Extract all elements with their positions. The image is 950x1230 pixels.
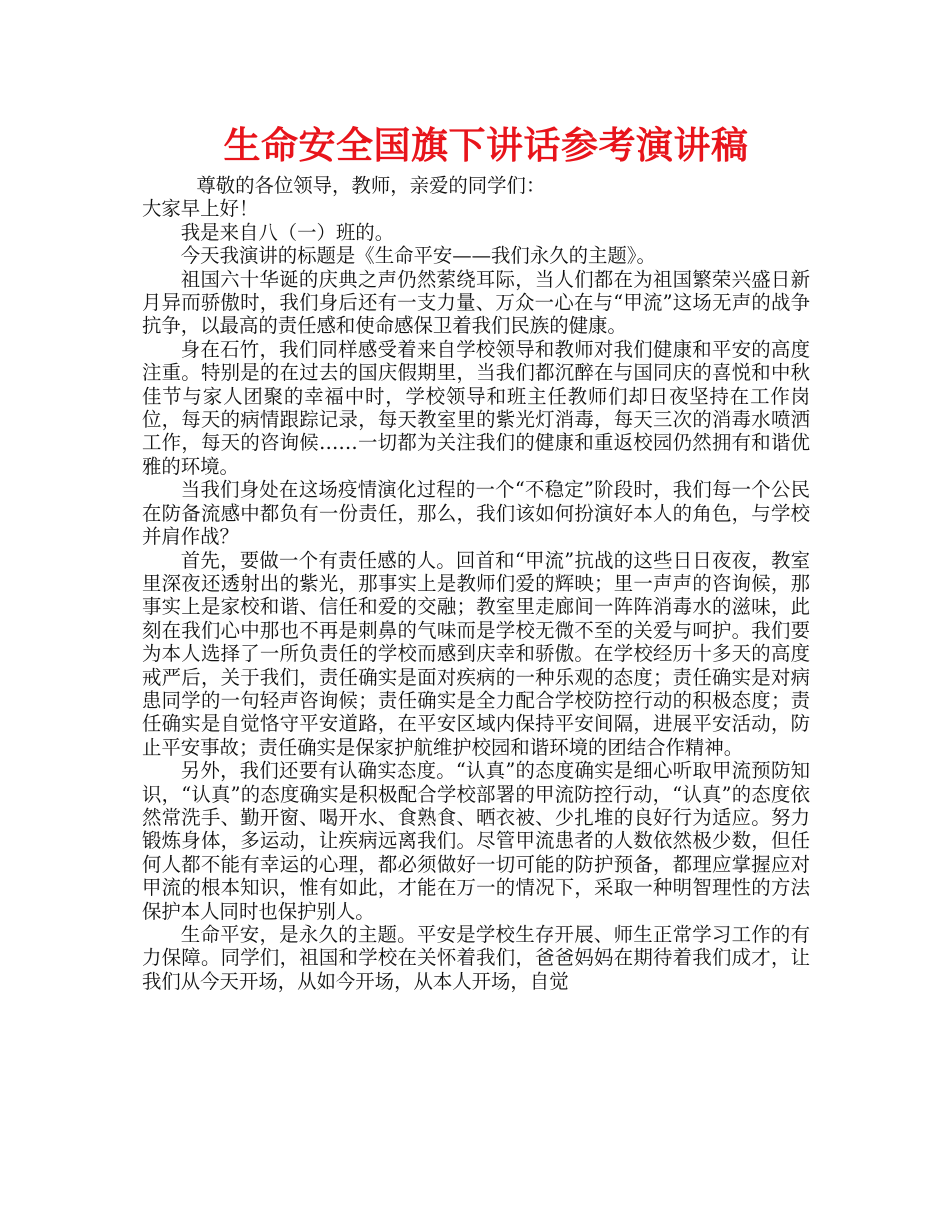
- document-title: 生命安全国旗下讲话参考演讲稿: [223, 124, 749, 167]
- document-page: [142, 122, 810, 993]
- body-paragraph: 首先，要做一个有责任感的人。回首和“甲流”抗战的这些日日夜夜，教室里深夜还透射出的紫光，那事实上是教师们爱的辉映；里一声声的咨询候，那事实上是家校和谐、信任和爱的交融；教室里走廊间一阵阵消毒水的滋味，此刻在我们心中那也不再是刺鼻的气味而是学校无微不至的关爱与呵护。我们要为本人选择了一所负责任的学校而感到庆幸和骄傲。在学校经历十多天的高度戒严后，关于我们，责任确实是面对疾病的一种乐观的态度；责任确实是对病患同学的一句轻声咨询候；责任确实是全力配合学校防控行动的积极态度；责任确实是自觉恪守平安道路，在平安区域内保持平安间隔，进展平安活动，防止平安事故；责任确实是保家护航维护校园和谐环境的团结合作精神。: [142, 548, 810, 759]
- self-intro-paragraph: 我是来自八（一）班的。: [180, 220, 395, 244]
- body-paragraph: 祖国六十华诞的庆典之声仍然萦绕耳际，当人们都在为祖国繁荣兴盛日新月异而骄傲时，我们身后还有一支力量、万众一心在与“甲流”这场无声的战争抗争，以最高的责任感和使命感保卫着我们民族的健康。: [142, 267, 810, 338]
- body-paragraph: 身在石竹，我们同样感受着来自学校领导和教师对我们健康和平安的高度注重。特别是的在过去的国庆假期里，当我们都沉醉在与国同庆的喜悦和中秋佳节与家人团聚的幸福中时，学校领导和班主任教师们却日夜坚持在工作岗位，每天的病情跟踪记录，每天教室里的紫光灯消毒，每天三次的消毒水喷洒工作，每天的咨询候……一切都为关注我们的健康和重返校园仍然拥有和谐优雅的环境。: [142, 337, 810, 478]
- body-paragraph: 另外，我们还要有认确实态度。“认真”的态度确实是细心听取甲流预防知识，“认真”的态度确实是积极配合学校部署的甲流防控行动，“认真”的态度依然常洗手、勤开窗、喝开水、食熟食、晒衣被、少扎堆的良好行为适应。努力锻炼身体，多运动，让疾病远离我们。尽管甲流患者的人数依然极少数，但任何人都不能有幸运的心理，都必须做好一切可能的防护预备，都理应掌握应对甲流的根本知识，惟有如此，才能在万一的情况下，采取一种明智理性的方法保护本人同时也保护别人。: [142, 759, 810, 923]
- body-paragraph: 当我们身处在这场疫情演化过程的一个“不稳定”阶段时，我们每一个公民在防备流感中都负有一份责任，那么，我们该如何扮演好本人的角色，与学校并肩作战？: [142, 478, 810, 549]
- salutation-paragraph: 尊敬的各位领导，教师，亲爱的同学们：: [196, 174, 546, 197]
- speech-topic-paragraph: 今天我演讲的标题是《生命平安——我们永久的主题》。: [180, 244, 656, 268]
- greeting-paragraph: 大家早上好！: [142, 197, 259, 221]
- body-paragraph: 生命平安，是永久的主题。平安是学校生存开展、师生正常学习工作的有力保障。同学们，祖国和学校在关怀着我们，爸爸妈妈在期待着我们成才，让我们从今天开场，从如今开场，从本人开场，自觉: [142, 923, 810, 993]
